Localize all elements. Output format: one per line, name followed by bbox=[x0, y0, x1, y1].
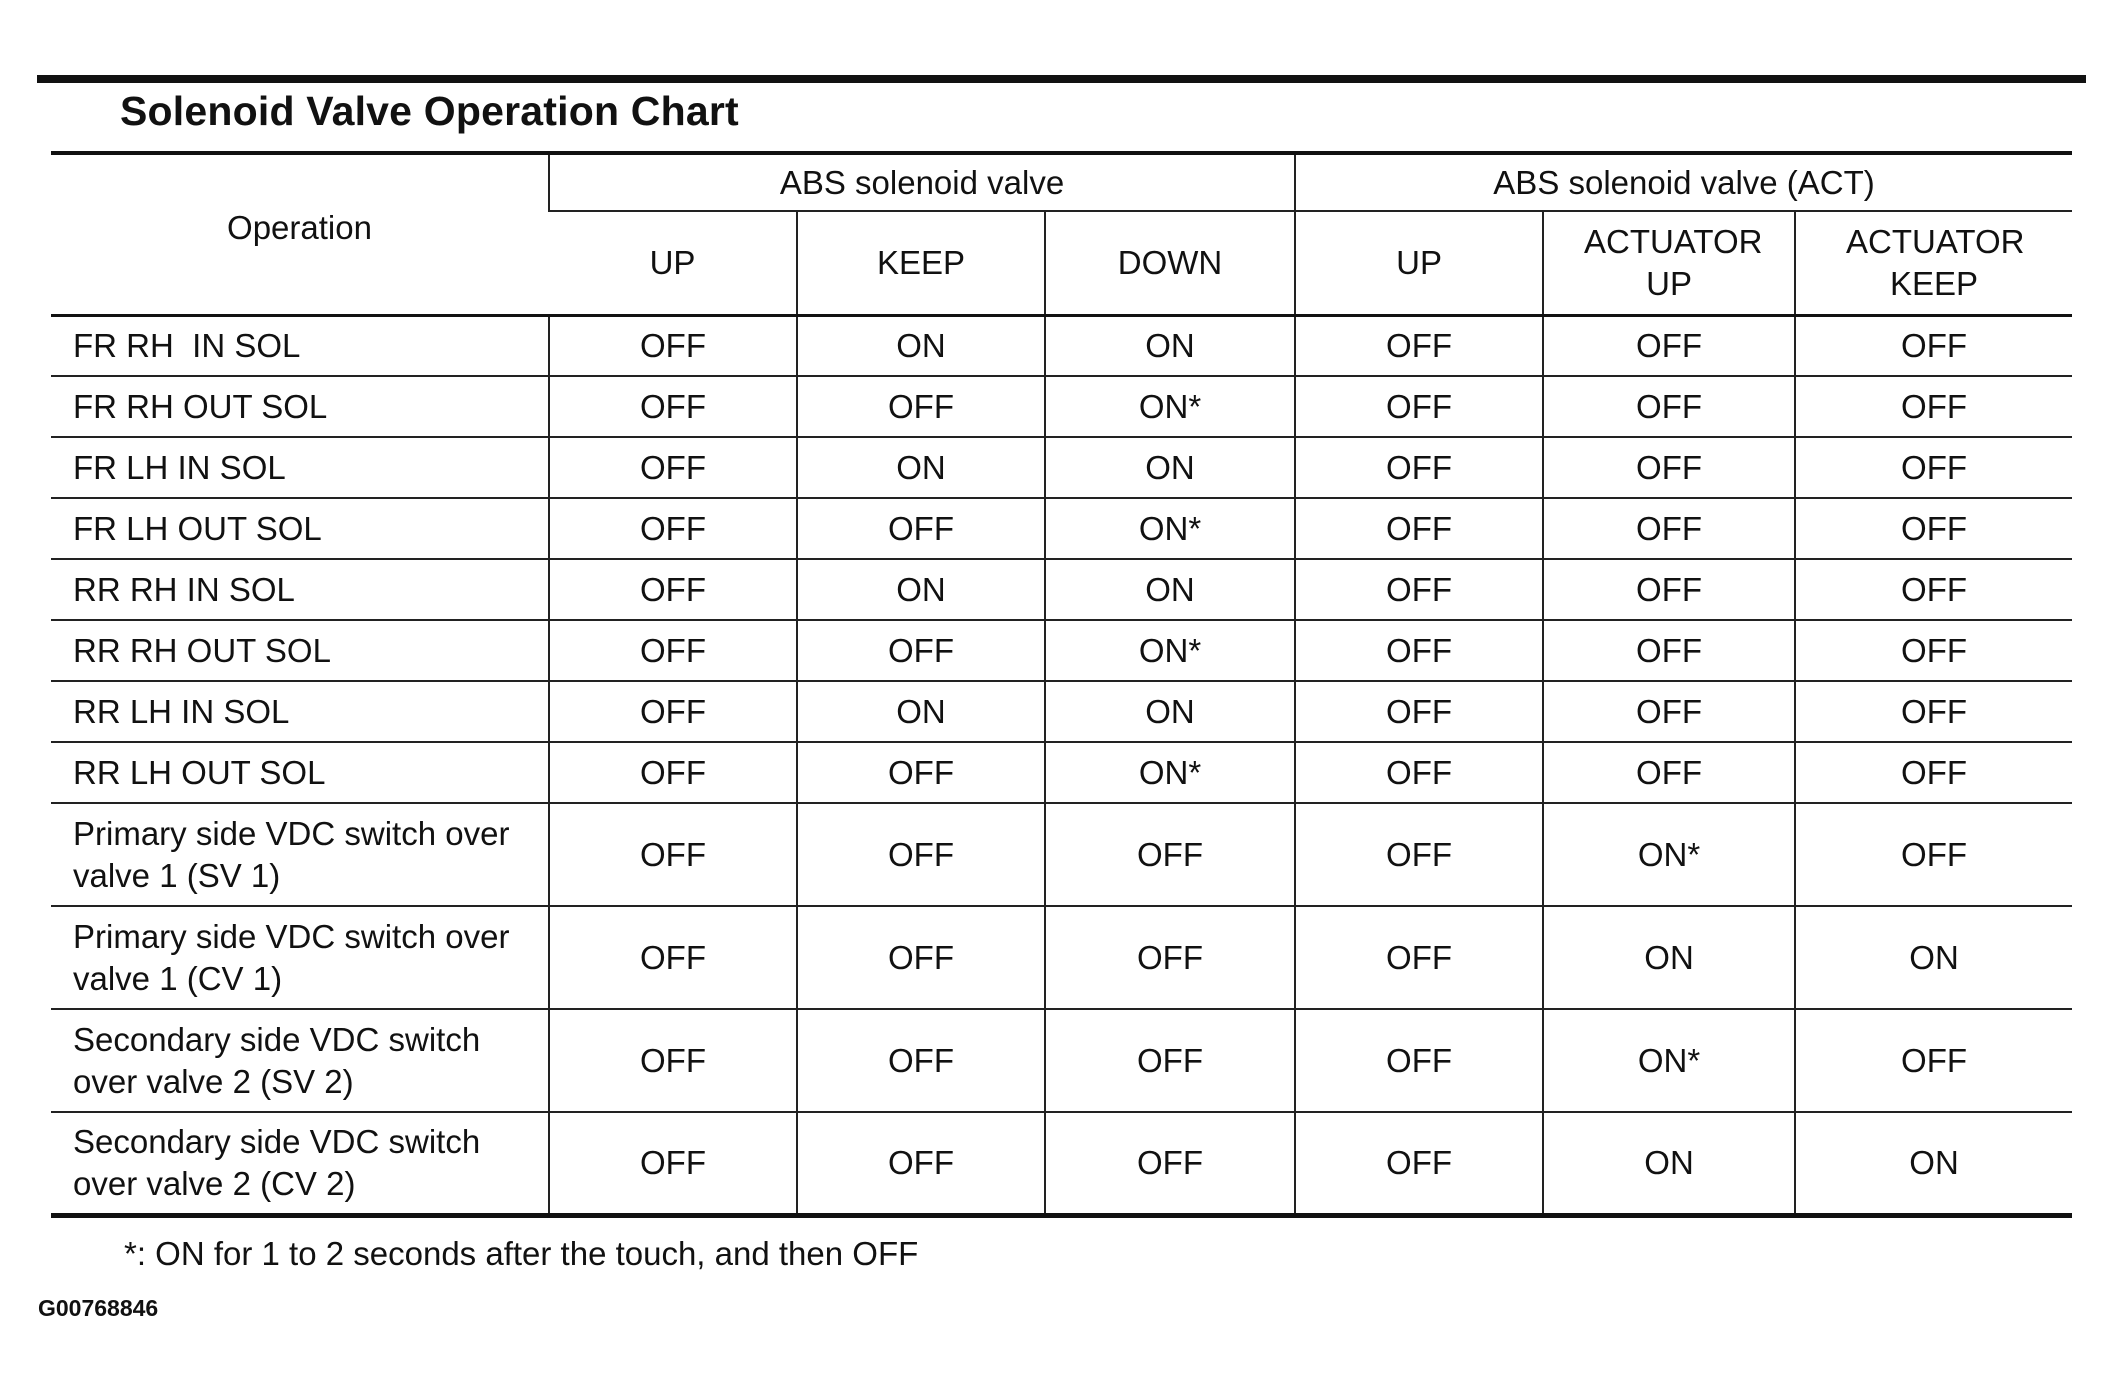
footnote: *: ON for 1 to 2 seconds after the touch, and then OFF bbox=[124, 1235, 919, 1272]
state-cell: OFF bbox=[549, 1009, 797, 1112]
col-header: ACTUATOR UP bbox=[1543, 211, 1795, 315]
state-cell: OFF bbox=[797, 376, 1045, 437]
page-title: Solenoid Valve Operation Chart bbox=[120, 88, 739, 134]
row-label: Primary side VDC switch over valve 1 (CV 1) bbox=[51, 906, 549, 1009]
table-row bbox=[51, 315, 2072, 376]
state-cell: OFF bbox=[1295, 742, 1543, 803]
state-cell: OFF bbox=[1295, 1112, 1543, 1215]
table-row bbox=[51, 681, 2072, 742]
col-header: UP bbox=[549, 211, 797, 315]
table-row bbox=[51, 437, 2072, 498]
state-cell: OFF bbox=[1045, 803, 1295, 906]
table-row bbox=[51, 498, 2072, 559]
state-cell: OFF bbox=[797, 498, 1045, 559]
row-label: RR LH IN SOL bbox=[51, 681, 549, 742]
state-cell: OFF bbox=[1795, 1009, 2072, 1112]
state-cell: OFF bbox=[1795, 681, 2072, 742]
state-cell: ON bbox=[1795, 906, 2072, 1009]
state-cell: OFF bbox=[1295, 681, 1543, 742]
state-cell: OFF bbox=[797, 620, 1045, 681]
state-cell: ON bbox=[1543, 906, 1795, 1009]
state-cell: ON bbox=[1543, 1112, 1795, 1215]
row-label: FR LH OUT SOL bbox=[51, 498, 549, 559]
state-cell: OFF bbox=[797, 1112, 1045, 1215]
table-row bbox=[51, 803, 2072, 906]
state-cell: OFF bbox=[549, 437, 797, 498]
state-cell: ON bbox=[1045, 559, 1295, 620]
state-cell: OFF bbox=[1295, 376, 1543, 437]
state-cell: OFF bbox=[549, 803, 797, 906]
state-cell: OFF bbox=[1795, 620, 2072, 681]
state-cell: OFF bbox=[549, 498, 797, 559]
state-cell: OFF bbox=[1045, 906, 1295, 1009]
state-cell: OFF bbox=[1295, 437, 1543, 498]
state-cell: ON bbox=[1795, 1112, 2072, 1215]
row-label: Secondary side VDC switch over valve 2 (CV 2) bbox=[51, 1112, 549, 1215]
state-cell: ON bbox=[1045, 437, 1295, 498]
row-label: FR RH OUT SOL bbox=[51, 376, 549, 437]
state-cell: OFF bbox=[797, 906, 1045, 1009]
state-cell: OFF bbox=[1045, 1112, 1295, 1215]
col-header: UP bbox=[1295, 211, 1543, 315]
row-label: RR RH OUT SOL bbox=[51, 620, 549, 681]
state-cell: OFF bbox=[1295, 498, 1543, 559]
table-body bbox=[51, 315, 2072, 1215]
state-cell: OFF bbox=[1795, 803, 2072, 906]
state-cell: ON* bbox=[1045, 742, 1295, 803]
state-cell: OFF bbox=[797, 1009, 1045, 1112]
state-cell: OFF bbox=[1543, 376, 1795, 437]
state-cell: OFF bbox=[1543, 559, 1795, 620]
table-row bbox=[51, 1009, 2072, 1112]
state-cell: OFF bbox=[797, 803, 1045, 906]
operation-header: Operation bbox=[51, 153, 549, 315]
act-group-header: ABS solenoid valve (ACT) bbox=[1295, 153, 2072, 211]
abs-group-header: ABS solenoid valve bbox=[549, 153, 1295, 211]
state-cell: OFF bbox=[1543, 498, 1795, 559]
state-cell: OFF bbox=[1295, 315, 1543, 376]
state-cell: OFF bbox=[549, 620, 797, 681]
state-cell: OFF bbox=[1295, 559, 1543, 620]
table-row bbox=[51, 620, 2072, 681]
state-cell: OFF bbox=[549, 559, 797, 620]
state-cell: OFF bbox=[1295, 620, 1543, 681]
state-cell: OFF bbox=[1795, 742, 2072, 803]
state-cell: OFF bbox=[1795, 315, 2072, 376]
state-cell: OFF bbox=[1543, 742, 1795, 803]
state-cell: OFF bbox=[1295, 1009, 1543, 1112]
state-cell: ON* bbox=[1045, 376, 1295, 437]
row-label: Primary side VDC switch over valve 1 (SV 1) bbox=[51, 803, 549, 906]
state-cell: ON bbox=[797, 681, 1045, 742]
col-header: KEEP bbox=[797, 211, 1045, 315]
state-cell: OFF bbox=[1295, 906, 1543, 1009]
state-cell: OFF bbox=[549, 681, 797, 742]
state-cell: ON bbox=[797, 315, 1045, 376]
solenoid-operation-table bbox=[51, 151, 2072, 1218]
row-label: RR LH OUT SOL bbox=[51, 742, 549, 803]
state-cell: OFF bbox=[549, 1112, 797, 1215]
state-cell: ON bbox=[797, 559, 1045, 620]
row-label: FR RH IN SOL bbox=[51, 315, 549, 376]
table-row bbox=[51, 559, 2072, 620]
table-row bbox=[51, 906, 2072, 1009]
state-cell: OFF bbox=[549, 376, 797, 437]
state-cell: OFF bbox=[1543, 620, 1795, 681]
state-cell: ON bbox=[1045, 315, 1295, 376]
state-cell: OFF bbox=[549, 742, 797, 803]
state-cell: ON* bbox=[1045, 620, 1295, 681]
row-label: Secondary side VDC switch over valve 2 (SV 2) bbox=[51, 1009, 549, 1112]
col-header: DOWN bbox=[1045, 211, 1295, 315]
state-cell: OFF bbox=[549, 315, 797, 376]
top-rule bbox=[37, 75, 2086, 83]
state-cell: OFF bbox=[1795, 498, 2072, 559]
state-cell: OFF bbox=[1795, 559, 2072, 620]
state-cell: ON* bbox=[1543, 803, 1795, 906]
row-label: RR RH IN SOL bbox=[51, 559, 549, 620]
state-cell: OFF bbox=[549, 906, 797, 1009]
state-cell: OFF bbox=[1543, 437, 1795, 498]
row-label: FR LH IN SOL bbox=[51, 437, 549, 498]
table-row bbox=[51, 1112, 2072, 1215]
state-cell: OFF bbox=[1045, 1009, 1295, 1112]
state-cell: ON bbox=[1045, 681, 1295, 742]
state-cell: ON bbox=[797, 437, 1045, 498]
figure-id: G00768846 bbox=[38, 1295, 159, 1321]
state-cell: OFF bbox=[1295, 803, 1543, 906]
state-cell: ON* bbox=[1543, 1009, 1795, 1112]
state-cell: ON* bbox=[1045, 498, 1295, 559]
state-cell: OFF bbox=[797, 742, 1045, 803]
state-cell: OFF bbox=[1795, 437, 2072, 498]
table-row bbox=[51, 376, 2072, 437]
table-row bbox=[51, 742, 2072, 803]
col-header: ACTUATOR KEEP bbox=[1795, 211, 2072, 315]
state-cell: OFF bbox=[1795, 376, 2072, 437]
state-cell: OFF bbox=[1543, 315, 1795, 376]
state-cell: OFF bbox=[1543, 681, 1795, 742]
